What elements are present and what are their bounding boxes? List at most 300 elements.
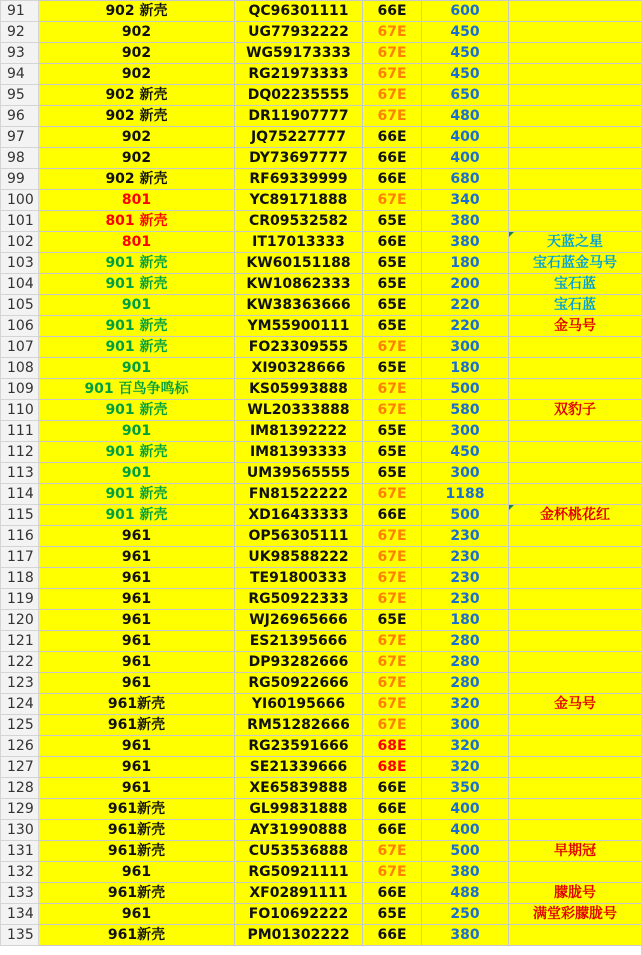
cell-version[interactable]: 67E: [363, 673, 422, 694]
cell-registration[interactable]: KW60151188: [235, 253, 363, 274]
cell-registration[interactable]: YM55900111: [235, 316, 363, 337]
cell-note[interactable]: 朦胧号: [509, 883, 641, 904]
cell-model[interactable]: 901 新壳: [39, 316, 235, 337]
cell-registration[interactable]: CR09532582: [235, 211, 363, 232]
table-row: [1, 463, 641, 484]
row-header[interactable]: 114: [1, 484, 39, 505]
cell-version[interactable]: 65E: [363, 295, 422, 316]
cell-price[interactable]: 300: [422, 337, 509, 358]
table-row: [1, 904, 641, 925]
row-header[interactable]: 133: [1, 883, 39, 904]
table-row: [1, 547, 641, 568]
cell-note[interactable]: [509, 673, 641, 694]
cell-note[interactable]: [509, 211, 641, 232]
cell-registration[interactable]: QC96301111: [235, 1, 363, 22]
row-header[interactable]: 94: [1, 64, 39, 85]
cell-model[interactable]: 902: [39, 148, 235, 169]
table-row: [1, 652, 641, 673]
cell-registration[interactable]: YI60195666: [235, 694, 363, 715]
cell-version[interactable]: 67E: [363, 589, 422, 610]
cell-version[interactable]: 67E: [363, 484, 422, 505]
cell-registration[interactable]: XE65839888: [235, 778, 363, 799]
cell-version[interactable]: 66E: [363, 820, 422, 841]
cell-model[interactable]: 902: [39, 64, 235, 85]
cell-version[interactable]: 66E: [363, 505, 422, 526]
table-row: [1, 841, 641, 862]
cell-note[interactable]: 金马号: [509, 316, 641, 337]
row-header[interactable]: 108: [1, 358, 39, 379]
cell-model[interactable]: 961: [39, 652, 235, 673]
cell-price[interactable]: 400: [422, 127, 509, 148]
cell-note[interactable]: [509, 652, 641, 673]
cell-version[interactable]: 67E: [363, 568, 422, 589]
cell-note[interactable]: [509, 484, 641, 505]
cell-registration[interactable]: CU53536888: [235, 841, 363, 862]
cell-price[interactable]: 500: [422, 379, 509, 400]
table-row: [1, 358, 641, 379]
table-row: [1, 421, 641, 442]
row-header[interactable]: 91: [1, 1, 39, 22]
row-header[interactable]: 124: [1, 694, 39, 715]
cell-note[interactable]: [509, 820, 641, 841]
cell-note[interactable]: 金杯桃花红: [509, 505, 641, 526]
cell-price[interactable]: 230: [422, 526, 509, 547]
cell-registration[interactable]: JQ75227777: [235, 127, 363, 148]
row-header[interactable]: 116: [1, 526, 39, 547]
table-row: [1, 127, 641, 148]
cell-note[interactable]: [509, 379, 641, 400]
cell-price[interactable]: 380: [422, 232, 509, 253]
cell-registration[interactable]: DY73697777: [235, 148, 363, 169]
cell-model[interactable]: 961: [39, 673, 235, 694]
cell-registration[interactable]: RG50922666: [235, 673, 363, 694]
row-header[interactable]: 119: [1, 589, 39, 610]
cell-registration[interactable]: RG50921111: [235, 862, 363, 883]
cell-version[interactable]: 67E: [363, 379, 422, 400]
cell-model[interactable]: 901 新壳: [39, 442, 235, 463]
row-header[interactable]: 104: [1, 274, 39, 295]
cell-note[interactable]: [509, 337, 641, 358]
cell-price[interactable]: 280: [422, 631, 509, 652]
row-header[interactable]: 120: [1, 610, 39, 631]
cell-note[interactable]: [509, 631, 641, 652]
cell-price[interactable]: 180: [422, 253, 509, 274]
cell-version[interactable]: 67E: [363, 85, 422, 106]
cell-version[interactable]: 65E: [363, 610, 422, 631]
cell-price[interactable]: 340: [422, 190, 509, 211]
cell-version[interactable]: 66E: [363, 925, 422, 946]
cell-note[interactable]: [509, 421, 641, 442]
cell-registration[interactable]: AY31990888: [235, 820, 363, 841]
row-header[interactable]: 127: [1, 757, 39, 778]
cell-note[interactable]: 双豹子: [509, 400, 641, 421]
cell-model[interactable]: 902 新壳: [39, 85, 235, 106]
cell-price[interactable]: 380: [422, 862, 509, 883]
cell-model[interactable]: 901: [39, 463, 235, 484]
row-header[interactable]: 97: [1, 127, 39, 148]
cell-price[interactable]: 400: [422, 799, 509, 820]
cell-note[interactable]: [509, 148, 641, 169]
cell-registration[interactable]: FO10692222: [235, 904, 363, 925]
table-row: [1, 757, 641, 778]
row-header[interactable]: 101: [1, 211, 39, 232]
cell-registration[interactable]: ES21395666: [235, 631, 363, 652]
row-header[interactable]: 126: [1, 736, 39, 757]
cell-note[interactable]: [509, 547, 641, 568]
row-header[interactable]: 93: [1, 43, 39, 64]
cell-registration[interactable]: IM81392222: [235, 421, 363, 442]
row-header[interactable]: 96: [1, 106, 39, 127]
cell-version[interactable]: 67E: [363, 862, 422, 883]
row-header[interactable]: 122: [1, 652, 39, 673]
cell-registration[interactable]: DR11907777: [235, 106, 363, 127]
cell-registration[interactable]: OP56305111: [235, 526, 363, 547]
cell-model[interactable]: 961: [39, 736, 235, 757]
cell-model[interactable]: 902: [39, 43, 235, 64]
cell-note[interactable]: [509, 757, 641, 778]
cell-model[interactable]: 961新壳: [39, 799, 235, 820]
cell-version[interactable]: 67E: [363, 400, 422, 421]
cell-registration[interactable]: WG59173333: [235, 43, 363, 64]
cell-model[interactable]: 961: [39, 862, 235, 883]
row-header[interactable]: 130: [1, 820, 39, 841]
row-header[interactable]: 102: [1, 232, 39, 253]
cell-registration[interactable]: RM51282666: [235, 715, 363, 736]
cell-version[interactable]: 67E: [363, 64, 422, 85]
cell-registration[interactable]: UG77932222: [235, 22, 363, 43]
cell-registration[interactable]: YC89171888: [235, 190, 363, 211]
row-header[interactable]: 95: [1, 85, 39, 106]
row-header[interactable]: 123: [1, 673, 39, 694]
cell-version[interactable]: 67E: [363, 547, 422, 568]
row-header[interactable]: 109: [1, 379, 39, 400]
cell-price[interactable]: 300: [422, 715, 509, 736]
table-row: [1, 169, 641, 190]
cell-registration[interactable]: PM01302222: [235, 925, 363, 946]
cell-note[interactable]: 早期冠: [509, 841, 641, 862]
cell-note[interactable]: [509, 22, 641, 43]
cell-version[interactable]: 67E: [363, 337, 422, 358]
table-row: [1, 883, 641, 904]
cell-version[interactable]: 68E: [363, 736, 422, 757]
cell-registration[interactable]: XI90328666: [235, 358, 363, 379]
cell-note[interactable]: 金马号: [509, 694, 641, 715]
cell-model[interactable]: 801 新壳: [39, 211, 235, 232]
cell-registration[interactable]: FN81522222: [235, 484, 363, 505]
cell-model[interactable]: 902: [39, 22, 235, 43]
cell-price[interactable]: 400: [422, 820, 509, 841]
cell-price[interactable]: 180: [422, 610, 509, 631]
cell-note[interactable]: [509, 526, 641, 547]
row-header[interactable]: 100: [1, 190, 39, 211]
table-row: [1, 316, 641, 337]
cell-price[interactable]: 230: [422, 547, 509, 568]
row-header[interactable]: 112: [1, 442, 39, 463]
row-header[interactable]: 107: [1, 337, 39, 358]
cell-registration[interactable]: RG50922333: [235, 589, 363, 610]
cell-registration[interactable]: UM39565555: [235, 463, 363, 484]
cell-note[interactable]: [509, 358, 641, 379]
cell-version[interactable]: 66E: [363, 148, 422, 169]
cell-price[interactable]: 380: [422, 211, 509, 232]
cell-price[interactable]: 200: [422, 274, 509, 295]
cell-model[interactable]: 961新壳: [39, 883, 235, 904]
table-row: [1, 106, 641, 127]
cell-model[interactable]: 901: [39, 421, 235, 442]
table-row: [1, 736, 641, 757]
row-header[interactable]: 98: [1, 148, 39, 169]
cell-version[interactable]: 66E: [363, 799, 422, 820]
cell-registration[interactable]: XF02891111: [235, 883, 363, 904]
cell-model[interactable]: 961: [39, 568, 235, 589]
row-header[interactable]: 113: [1, 463, 39, 484]
cell-price[interactable]: 320: [422, 736, 509, 757]
row-header[interactable]: 128: [1, 778, 39, 799]
cell-price[interactable]: 280: [422, 652, 509, 673]
cell-registration[interactable]: IM81393333: [235, 442, 363, 463]
cell-note[interactable]: [509, 106, 641, 127]
row-header[interactable]: 99: [1, 169, 39, 190]
cell-version[interactable]: 66E: [363, 778, 422, 799]
cell-price[interactable]: 220: [422, 295, 509, 316]
cell-model[interactable]: 961新壳: [39, 841, 235, 862]
cell-price[interactable]: 230: [422, 589, 509, 610]
row-header[interactable]: 92: [1, 22, 39, 43]
cell-note[interactable]: [509, 589, 641, 610]
cell-version[interactable]: 67E: [363, 715, 422, 736]
table-row: [1, 631, 641, 652]
row-header[interactable]: 110: [1, 400, 39, 421]
cell-model[interactable]: 961新壳: [39, 925, 235, 946]
cell-price[interactable]: 250: [422, 904, 509, 925]
cell-registration[interactable]: XD16433333: [235, 505, 363, 526]
cell-note[interactable]: [509, 799, 641, 820]
cell-price[interactable]: 380: [422, 925, 509, 946]
cell-registration[interactable]: KW10862333: [235, 274, 363, 295]
cell-price[interactable]: 220: [422, 316, 509, 337]
cell-model[interactable]: 801: [39, 190, 235, 211]
table-row: [1, 568, 641, 589]
cell-model[interactable]: 901 新壳: [39, 253, 235, 274]
cell-model[interactable]: 961: [39, 778, 235, 799]
cell-registration[interactable]: KS05993888: [235, 379, 363, 400]
cell-version[interactable]: 67E: [363, 43, 422, 64]
row-header[interactable]: 125: [1, 715, 39, 736]
cell-note[interactable]: [509, 610, 641, 631]
cell-note[interactable]: 宝石蓝金马号: [509, 253, 641, 274]
cell-registration[interactable]: DQ02235555: [235, 85, 363, 106]
cell-version[interactable]: 67E: [363, 631, 422, 652]
cell-registration[interactable]: RG21973333: [235, 64, 363, 85]
table-row: [1, 1, 641, 22]
row-header[interactable]: 129: [1, 799, 39, 820]
cell-version[interactable]: 66E: [363, 127, 422, 148]
table-row: [1, 64, 641, 85]
cell-note[interactable]: [509, 64, 641, 85]
row-header[interactable]: 134: [1, 904, 39, 925]
row-header[interactable]: 115: [1, 505, 39, 526]
cell-note[interactable]: [509, 43, 641, 64]
cell-version[interactable]: 66E: [363, 232, 422, 253]
cell-note[interactable]: [509, 463, 641, 484]
cell-version[interactable]: 65E: [363, 904, 422, 925]
cell-model[interactable]: 902 新壳: [39, 106, 235, 127]
cell-price[interactable]: 580: [422, 400, 509, 421]
cell-version[interactable]: 65E: [363, 463, 422, 484]
cell-version[interactable]: 66E: [363, 883, 422, 904]
table-row: [1, 484, 641, 505]
cell-model[interactable]: 961: [39, 757, 235, 778]
cell-price[interactable]: 450: [422, 22, 509, 43]
cell-price[interactable]: 600: [422, 1, 509, 22]
table-row: [1, 694, 641, 715]
cell-price[interactable]: 350: [422, 778, 509, 799]
table-row: [1, 442, 641, 463]
cell-model[interactable]: 961: [39, 610, 235, 631]
cell-version[interactable]: 67E: [363, 652, 422, 673]
row-header[interactable]: 132: [1, 862, 39, 883]
cell-registration[interactable]: FO23309555: [235, 337, 363, 358]
cell-price[interactable]: 280: [422, 673, 509, 694]
cell-version[interactable]: 68E: [363, 757, 422, 778]
cell-registration[interactable]: DP93282666: [235, 652, 363, 673]
cell-model[interactable]: 901 新壳: [39, 337, 235, 358]
cell-registration[interactable]: WJ26965666: [235, 610, 363, 631]
cell-model[interactable]: 902: [39, 127, 235, 148]
cell-model[interactable]: 901 新壳: [39, 400, 235, 421]
cell-note[interactable]: [509, 127, 641, 148]
table-row: [1, 85, 641, 106]
table-row: [1, 610, 641, 631]
cell-note[interactable]: 宝石蓝: [509, 295, 641, 316]
row-header[interactable]: 111: [1, 421, 39, 442]
cell-price[interactable]: 450: [422, 442, 509, 463]
cell-version[interactable]: 65E: [363, 442, 422, 463]
spreadsheet-body: [1, 1, 641, 946]
cell-note[interactable]: 满堂彩朦胧号: [509, 904, 641, 925]
cell-note[interactable]: [509, 715, 641, 736]
cell-model[interactable]: 961: [39, 904, 235, 925]
cell-note[interactable]: [509, 190, 641, 211]
cell-price[interactable]: 230: [422, 568, 509, 589]
cell-note[interactable]: [509, 169, 641, 190]
row-header[interactable]: 105: [1, 295, 39, 316]
cell-version[interactable]: 65E: [363, 421, 422, 442]
cell-registration[interactable]: UK98588222: [235, 547, 363, 568]
table-row: [1, 778, 641, 799]
cell-model[interactable]: 961: [39, 526, 235, 547]
cell-version[interactable]: 65E: [363, 358, 422, 379]
cell-price[interactable]: 320: [422, 694, 509, 715]
cell-model[interactable]: 961: [39, 589, 235, 610]
cell-price[interactable]: 680: [422, 169, 509, 190]
row-header[interactable]: 121: [1, 631, 39, 652]
cell-version[interactable]: 65E: [363, 316, 422, 337]
cell-version[interactable]: 67E: [363, 526, 422, 547]
cell-price[interactable]: 500: [422, 505, 509, 526]
cell-price[interactable]: 450: [422, 43, 509, 64]
row-header[interactable]: 117: [1, 547, 39, 568]
table-row: [1, 232, 641, 253]
cell-note[interactable]: [509, 568, 641, 589]
cell-version[interactable]: 67E: [363, 22, 422, 43]
cell-model[interactable]: 901 新壳: [39, 484, 235, 505]
cell-price[interactable]: 500: [422, 841, 509, 862]
cell-price[interactable]: 480: [422, 106, 509, 127]
cell-price[interactable]: 650: [422, 85, 509, 106]
row-header[interactable]: 106: [1, 316, 39, 337]
cell-note[interactable]: [509, 85, 641, 106]
cell-note[interactable]: [509, 862, 641, 883]
cell-registration[interactable]: WL20333888: [235, 400, 363, 421]
cell-price[interactable]: 180: [422, 358, 509, 379]
cell-note[interactable]: [509, 1, 641, 22]
cell-registration[interactable]: TE91800333: [235, 568, 363, 589]
cell-version[interactable]: 67E: [363, 841, 422, 862]
cell-version[interactable]: 67E: [363, 190, 422, 211]
cell-note[interactable]: [509, 778, 641, 799]
cell-model[interactable]: 901: [39, 295, 235, 316]
cell-price[interactable]: 320: [422, 757, 509, 778]
cell-registration[interactable]: KW38363666: [235, 295, 363, 316]
table-row: [1, 400, 641, 421]
table-row: [1, 673, 641, 694]
cell-model[interactable]: 901 新壳: [39, 505, 235, 526]
cell-version[interactable]: 66E: [363, 1, 422, 22]
cell-note[interactable]: [509, 925, 641, 946]
row-header[interactable]: 131: [1, 841, 39, 862]
cell-registration[interactable]: RG23591666: [235, 736, 363, 757]
cell-note[interactable]: 天蓝之星: [509, 232, 641, 253]
cell-model[interactable]: 902 新壳: [39, 169, 235, 190]
cell-note[interactable]: 宝石蓝: [509, 274, 641, 295]
cell-price[interactable]: 300: [422, 463, 509, 484]
cell-price[interactable]: 300: [422, 421, 509, 442]
cell-model[interactable]: 961新壳: [39, 715, 235, 736]
table-row: [1, 589, 641, 610]
cell-version[interactable]: 65E: [363, 211, 422, 232]
cell-price[interactable]: 400: [422, 148, 509, 169]
cell-model[interactable]: 961新壳: [39, 820, 235, 841]
cell-model[interactable]: 961: [39, 631, 235, 652]
cell-model[interactable]: 901 百鸟争鸣标: [39, 379, 235, 400]
cell-model[interactable]: 901 新壳: [39, 274, 235, 295]
cell-price[interactable]: 1188: [422, 484, 509, 505]
table-row: [1, 925, 641, 946]
row-header[interactable]: 103: [1, 253, 39, 274]
cell-version[interactable]: 66E: [363, 169, 422, 190]
cell-model[interactable]: 801: [39, 232, 235, 253]
cell-registration[interactable]: SE21339666: [235, 757, 363, 778]
cell-note[interactable]: [509, 442, 641, 463]
cell-model[interactable]: 902 新壳: [39, 1, 235, 22]
cell-price[interactable]: 450: [422, 64, 509, 85]
cell-version[interactable]: 67E: [363, 694, 422, 715]
cell-model[interactable]: 901: [39, 358, 235, 379]
cell-version[interactable]: 65E: [363, 274, 422, 295]
cell-registration[interactable]: IT17013333: [235, 232, 363, 253]
cell-note[interactable]: [509, 736, 641, 757]
cell-model[interactable]: 961: [39, 547, 235, 568]
cell-model[interactable]: 961新壳: [39, 694, 235, 715]
cell-version[interactable]: 67E: [363, 106, 422, 127]
cell-registration[interactable]: GL99831888: [235, 799, 363, 820]
cell-version[interactable]: 65E: [363, 253, 422, 274]
row-header[interactable]: 135: [1, 925, 39, 946]
cell-registration[interactable]: RF69339999: [235, 169, 363, 190]
cell-price[interactable]: 488: [422, 883, 509, 904]
row-header[interactable]: 118: [1, 568, 39, 589]
